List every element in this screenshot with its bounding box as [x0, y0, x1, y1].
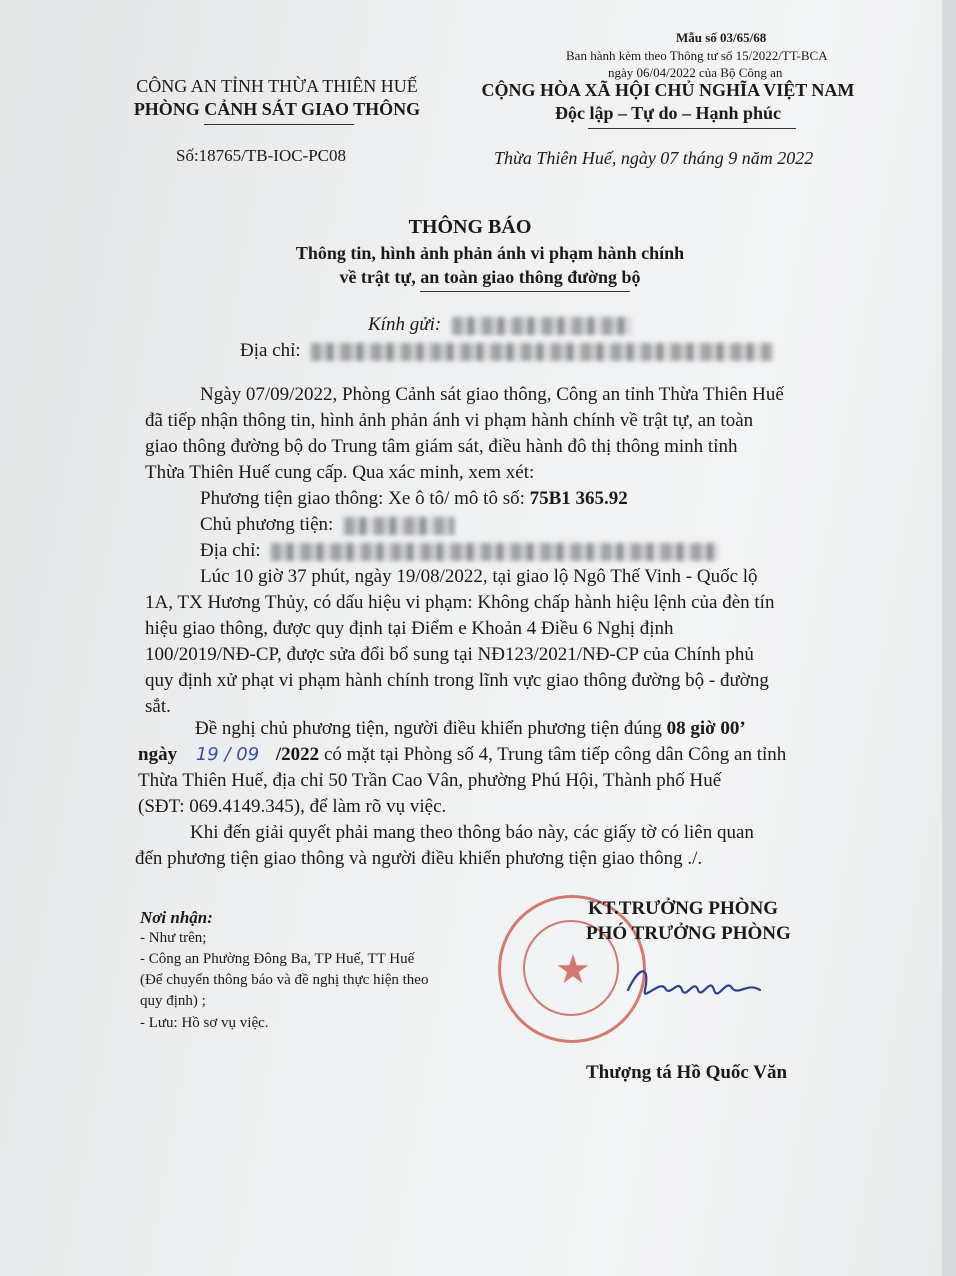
- para3-line1: [195, 718, 746, 740]
- owner-label: Chủ phương tiện:: [200, 514, 334, 535]
- para4-line1: Khi đến giải quyết phải mang theo thông báo này, các giấy tờ có liên quan: [190, 822, 754, 843]
- appointment-year: /2022: [275, 744, 320, 765]
- vehicle-label: Phương tiện giao thông: Xe ô tô/ mô tô số:: [200, 488, 525, 509]
- recipient-row: [368, 314, 632, 336]
- para2-line5: quy định xử phạt vi phạm hành chính trong lĩnh vực giao thông đường bộ - đường: [145, 670, 769, 691]
- para1-line1: Ngày 07/09/2022, Phòng Cảnh sát giao thông, Công an tỉnh Thừa Thiên Huế: [200, 384, 784, 405]
- document-title: THÔNG BÁO: [408, 216, 532, 238]
- owner-name-redacted: [344, 517, 454, 535]
- para3-line1-text: Đề nghị chủ phương tiện, người điều khiển phương tiện đúng: [195, 718, 662, 739]
- owner-row: [200, 514, 454, 536]
- owner-address-row: [200, 540, 719, 562]
- department-name: PHÒNG CẢNH SÁT GIAO THÔNG: [133, 99, 421, 119]
- para3-line2: [138, 744, 786, 766]
- para2-line6: sắt.: [145, 696, 171, 717]
- form-code-issued: Ban hành kèm theo Thông tư số 15/2022/TT-BCA: [566, 48, 828, 63]
- appointment-time: 08 giờ 00’: [666, 718, 746, 739]
- para2-line4: 100/2019/NĐ-CP, được sửa đổi bổ sung tại NĐ123/2021/NĐ-CP của Chính phủ: [145, 644, 754, 665]
- country-name: CỘNG HÒA XÃ HỘI CHỦ NGHĨA VIỆT NAM: [481, 80, 855, 100]
- recipients-item-2: - Công an Phường Đông Ba, TP Huế, TT Huế: [140, 951, 415, 967]
- signature-title: PHÓ TRƯỞNG PHÒNG: [586, 923, 791, 944]
- recipient-address-label: Địa chỉ:: [240, 340, 301, 361]
- star-icon: ★: [555, 947, 591, 992]
- recipient-name-redacted: [452, 317, 632, 335]
- document-subtitle-2: về trật tự, an toàn giao thông đường bộ: [339, 267, 641, 287]
- para2-line1: Lúc 10 giờ 37 phút, ngày 19/08/2022, tại giao lộ Ngô Thế Vinh - Quốc lộ: [200, 566, 758, 587]
- recipient-address-redacted: [311, 343, 773, 361]
- para2-line3: hiệu giao thông, được quy định tại Điểm e Khoản 4 Điều 6 Nghị định: [145, 618, 674, 639]
- owner-address-redacted: [271, 543, 719, 561]
- recipients-item-4: - Lưu: Hồ sơ vụ việc.: [140, 1015, 269, 1031]
- vehicle-row: [200, 488, 628, 510]
- agency-name: CÔNG AN TỈNH THỪA THIÊN HUẾ: [136, 76, 418, 96]
- para3-line4: (SĐT: 069.4149.345), để làm rõ vụ việc.: [138, 796, 447, 817]
- form-code-date: ngày 06/04/2022 của Bộ Công an: [608, 65, 783, 80]
- form-code: Mẫu số 03/65/68: [676, 30, 767, 45]
- national-motto: Độc lập – Tự do – Hạnh phúc: [554, 103, 782, 123]
- signer-name: Thượng tá Hồ Quốc Văn: [586, 1062, 788, 1083]
- para2-line2: 1A, TX Hương Thủy, có dấu hiệu vi phạm: Không chấp hành hiệu lệnh của đèn tín: [145, 592, 775, 613]
- recipient-label: Kính gửi:: [368, 314, 442, 335]
- place-date: Thừa Thiên Huế, ngày 07 tháng 9 năm 2022: [494, 148, 814, 168]
- recipients-item-3b: quy định) ;: [140, 993, 206, 1009]
- title-underline: [420, 291, 630, 292]
- department-underline: [204, 124, 354, 125]
- para1-line2: đã tiếp nhận thông tin, hình ảnh phản ánh vi phạm hành chính về trật tự, an toàn: [145, 410, 754, 431]
- recipients-item-1: - Như trên;: [140, 930, 207, 946]
- handwritten-signature: [620, 960, 770, 1010]
- para4-line2: đến phương tiện giao thông và người điều khiển phương tiện giao thông ./.: [135, 848, 703, 869]
- para3-line2-rest: có mặt tại Phòng số 4, Trung tâm tiếp công dân Công an tỉnh: [323, 744, 787, 765]
- document-subtitle-1: Thông tin, hình ảnh phản ánh vi phạm hành chính: [295, 243, 685, 263]
- owner-address-label: Địa chỉ:: [200, 540, 261, 561]
- recipients-item-3a: (Để chuyển thông báo và đề nghị thực hiện theo: [140, 972, 429, 988]
- recipients-title: Nơi nhận:: [140, 908, 213, 927]
- signature-for-title: KT.TRƯỞNG PHÒNG: [588, 898, 778, 919]
- license-plate: 75B1 365.92: [529, 488, 628, 509]
- page-edge-shadow: [942, 0, 956, 1276]
- para3-line3: Thừa Thiên Huế, địa chỉ 50 Trần Cao Vân, phường Phú Hội, Thành phố Huế: [138, 770, 722, 791]
- ngay-label: ngày: [138, 744, 178, 765]
- document-number: Số:18765/TB-IOC-PC08: [176, 146, 347, 165]
- motto-underline: [588, 128, 796, 129]
- para1-line3: giao thông đường bộ do Trung tâm giám sát, điều hành đô thị thông minh tỉnh: [145, 436, 738, 457]
- handwritten-date: 19 / 09: [195, 744, 260, 765]
- recipient-address-row: [240, 340, 773, 362]
- para1-line4: Thừa Thiên Huế cung cấp. Qua xác minh, xem xét:: [145, 462, 535, 483]
